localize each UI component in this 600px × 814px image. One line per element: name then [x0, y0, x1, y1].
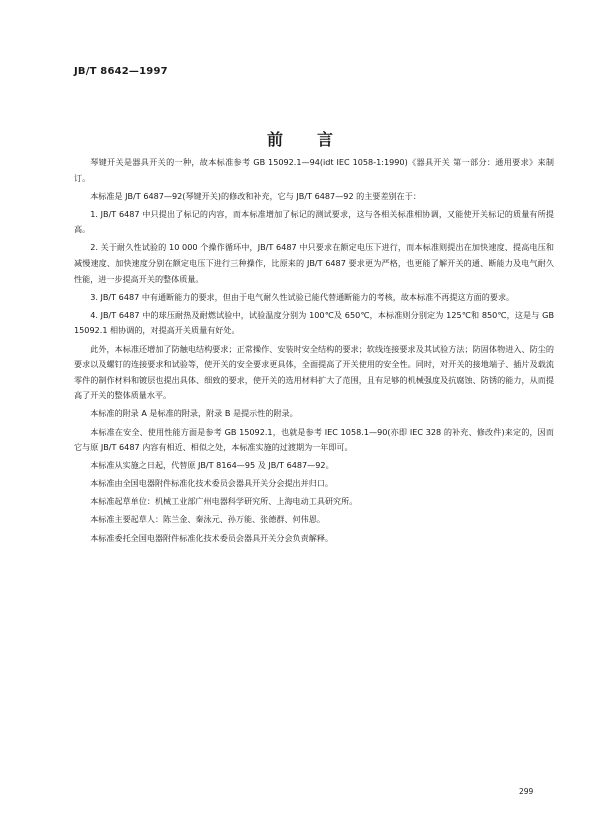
paragraph-item-4: 4. JB/T 6487 中的球压耐热及耐燃试验中，试验温度分别为 100℃及 650℃，本标准则分别定为 125℃和 850℃，这是与 GB 15092.1 相协调的，对提高开关质量有好处。 [74, 309, 554, 336]
paragraph-supersedes: 本标准从实施之日起，代替原 JB/T 8164—95 及 JB/T 6487—92。 [90, 460, 334, 471]
paragraph-drafters: 本标准主要起草人：陈兰金、秦泳元、孙万能、张德群、何伟恩。 [90, 514, 325, 525]
paragraph-additional-requirements: 此外，本标准还增加了防触电结构要求；正常操作、安装时安全结构的要求；软线连接要求及其试验方法；防固体物进入、防尘的要求以及螺钉的连接要求和试验等，使开关的安全要求更具体，全面提高了开关使用的安全性。同时，对开关的接地端子、插片及载流零件的制作材料和镀层也提出具体、细致的要求，使开关的选用材料扩大了范围，且有足够的机械强度及抗腐蚀、防锈的能力，从而提高了开关的整体质量水平。 [74, 343, 554, 401]
paragraph-interpretation: 本标准委托全国电器附件标准化技术委员会器具开关分会负责解释。 [90, 532, 334, 543]
paragraph-differences-lead: 本标准是 JB/T 6487—92(琴键开关)的修改和补充，它与 JB/T 6487—92 的主要差别在于： [90, 190, 421, 201]
paragraph-item-3: 3. JB/T 6487 中有通断能力的要求，但由于电气耐久性试验已能代替通断能力的考核，故本标准不再提这方面的要求。 [90, 291, 515, 302]
page-number: 299 [519, 787, 534, 796]
title-char-1: 前 [266, 130, 283, 149]
title-char-2: 言 [317, 130, 334, 149]
paragraph-item-1: 1. JB/T 6487 中只提出了标记的内容，而本标准增加了标记的测试要求，这与各相关标准相协调，又能使开关标记的质量有所提高。 [74, 208, 554, 235]
foreword-body [74, 155, 554, 549]
standard-code: JB/T 8642—1997 [74, 66, 168, 77]
paragraph-drafting-units: 本标准起草单位：机械工业部广州电器科学研究所、上海电动工具研究所。 [90, 496, 358, 507]
paragraph-item-2: 2. 关于耐久性试验的 10 000 个操作循环中，JB/T 6487 中只要求在额定电压下进行，而本标准则提出在加快速度、提高电压和减慢速度、加快速度分别在额定电压下进行三种操作，比原来的 JB/T 6487 要求更为严格，也更能了解开关的通、断能力及电气耐久性能，进一步提高开关的整体质量。 [74, 242, 554, 284]
paragraph-reference: 本标准在安全、使用性能方面是参考 GB 15092.1，也就是参考 IEC 1058.1—90(亦即 IEC 328 的补充、修改件)来定的，因而它与原 JB/T 6487 内容有相近、相似之处，本标准实施的过渡期为一年即可。 [74, 426, 554, 453]
paragraph-proposed-by: 本标准由全国电器附件标准化技术委员会器具开关分会提出并归口。 [90, 478, 334, 489]
paragraph-appendix: 本标准的附录 A 是标准的附录，附录 B 是提示性的附录。 [90, 408, 298, 419]
page-title [0, 127, 600, 150]
paragraph-intro: 琴键开关是器具开关的一种，故本标准参考 GB 15092.1—94(idt IEC 1058-1:1990)《器具开关 第一部分：通用要求》来制订。 [74, 157, 554, 183]
